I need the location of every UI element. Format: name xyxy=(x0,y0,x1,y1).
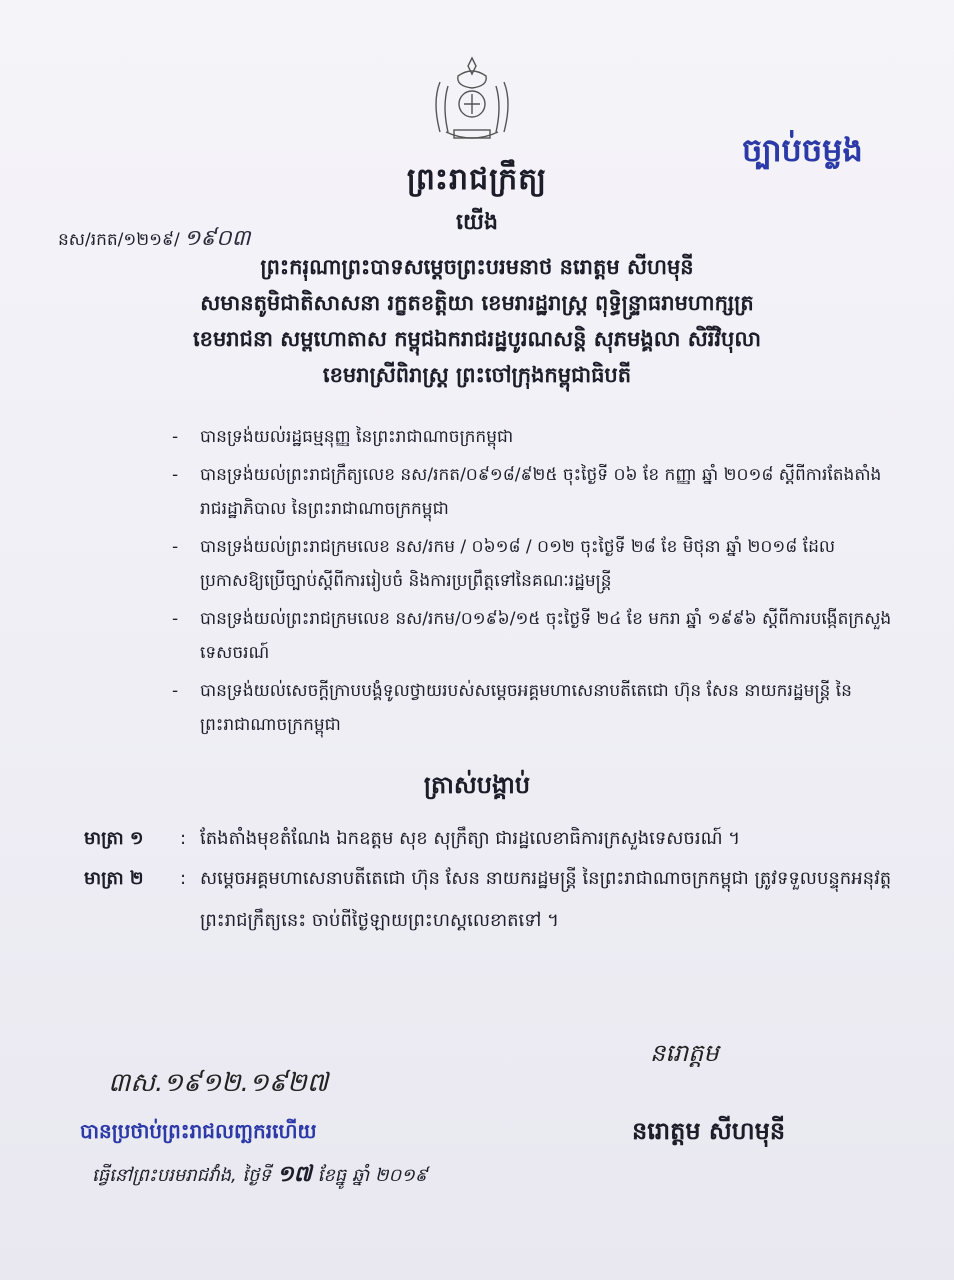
page-title: ព្រះរាជក្រឹត្យ xyxy=(406,162,548,197)
royal-title-line: សមានតូមិជាតិសាសនា រក្ខតខត្តិយា ខេមរារដ្ឋរាស្ត្រ ពុទ្ធិន្ទ្រាធរាមហាក្សត្រ xyxy=(200,291,754,315)
list-item: - បានទ្រង់យល់ព្រះរាជក្រឹត្យលេខ នស/រកត/០៩១៨/៩២៥ ចុះថ្ងៃទី ០៦ ខែ កញ្ញា ឆ្នាំ ២០១៨ ស្តីពីការតែងតាំងរាជរដ្ឋាភិបាល នៃព្រះរាជាណាចក្រកម្ពុជា xyxy=(172,465,882,519)
article-text: តែងតាំងមុខតំណែង ឯកឧត្តម សុខ សុក្រឹត្យា ជារដ្ឋលេខាធិការក្រសួងទេសចរណ៍ ។ xyxy=(200,828,741,849)
article-text: សម្តេចអគ្គមហាសេនាបតីតេជោ ហ៊ុន សែន នាយករដ្ឋមន្ត្រី នៃព្រះរាជាណាចក្រកម្ពុជា ត្រូវទទួលបន្ទុកអនុវត្តព្រះរាជក្រឹត្យនេះ ចាប់ពីថ្ងៃឡាយព្រះហស្តលេខាតទៅ ។ xyxy=(200,868,892,931)
article-label: មាត្រា ១ xyxy=(84,828,144,849)
list-item: - បានទ្រង់យល់ព្រះរាជក្រមលេខ នស/រកម/០១៩៦/១៥ ចុះថ្ងៃទី ២៤ ខែ មករា ឆ្នាំ ១៩៩៦ ស្តីពីការបង្កើតក្រសួងទេសចរណ៍ xyxy=(172,609,892,663)
royal-title-line: ខេមរាស្រីពិរាស្ត្រ ព្រះចៅក្រុងកម្ពុជាធិបតី xyxy=(322,363,632,387)
list-item: - បានទ្រង់យល់រដ្ឋធម្មនុញ្ញ នៃព្រះរាជាណាចក្រកម្ពុជា xyxy=(172,427,514,447)
copy-stamp: ច្បាប់ចម្លង xyxy=(742,131,863,169)
royal-signature: នរោត្តម xyxy=(650,1039,719,1067)
article-1: មាត្រា ១ : តែងតាំងមុខតំណែង ឯកឧត្តម សុខ សុក្រឹត្យា ជារដ្ឋលេខាធិការក្រសួងទេសចរណ៍ ។ xyxy=(84,818,904,860)
list-item: - បានទ្រង់យល់សេចក្តីក្រាបបង្គំទូលថ្វាយរបស់សម្តេចអគ្គមហាសេនាបតីតេជោ ហ៊ុន សែន នាយករដ្ឋមន្ត្រី នៃព្រះរាជាណាចក្រកម្ពុជា xyxy=(172,681,852,735)
document-number-handwritten: ១៩០៣ xyxy=(183,226,251,251)
seal-stamp: បានប្រថាប់ព្រះរាជលញ្ឆករហើយ xyxy=(80,1119,317,1143)
signer-name: នរោត្តម សីហមុនី xyxy=(632,1117,786,1145)
list-item: - បានទ្រង់យល់ព្រះរាជក្រមលេខ នស/រកម / ០៦១៨ / ០១២ ចុះថ្ងៃទី ២៨ ខែ មិថុនា ឆ្នាំ ២០១៨ ដែលប្រកាសឱ្យប្រើច្បាប់ស្តីពីការរៀបចំ និងការប្រព្រឹត្តទៅនៃគណៈរដ្ឋមន្ត្រី xyxy=(172,537,836,591)
done-at-line: ធ្វើនៅព្រះបរមរាជវាំង, ថ្ងៃទី ១៧ ខែធ្នូ ឆ្នាំ ២០១៩ xyxy=(92,1162,428,1187)
handwritten-reference: ៣ស.១៩១២.១៩២៧ xyxy=(108,1068,329,1098)
article-label: មាត្រា ២ xyxy=(84,868,144,889)
article-2: មាត្រា ២ : សម្តេចអគ្គមហាសេនាបតីតេជោ ហ៊ុន សែន នាយករដ្ឋមន្ត្រី នៃព្រះរាជាណាចក្រកម្ពុជា ត្រូវទទួលបន្ទុកអនុវត្តព្រះរាជក្រឹត្យនេះ ចាប់ពីថ្ងៃឡាយព្រះហស្តលេខាតទៅ ។ xyxy=(84,858,904,942)
decree-heading: ត្រាស់បង្គាប់ xyxy=(423,771,531,799)
document-number-printed: នស/រកត/១២១៩/ xyxy=(58,230,180,250)
royal-we: យើង xyxy=(456,210,498,235)
royal-title-line: ព្រះករុណាព្រះបាទសម្តេចព្រះបរមនាថ នរោត្តម សីហមុនី xyxy=(260,255,694,279)
done-day: ១៧ xyxy=(276,1162,312,1187)
document-number xyxy=(58,224,250,256)
references-list xyxy=(172,420,892,746)
royal-title-line: ខេមរាជនា សម្ពហោតាស កម្ពុជឯករាជរដ្ឋបូរណសន្តិ សុភមង្គលា សិរីវិបុលា xyxy=(192,327,762,351)
royal-arms-icon xyxy=(418,52,526,148)
